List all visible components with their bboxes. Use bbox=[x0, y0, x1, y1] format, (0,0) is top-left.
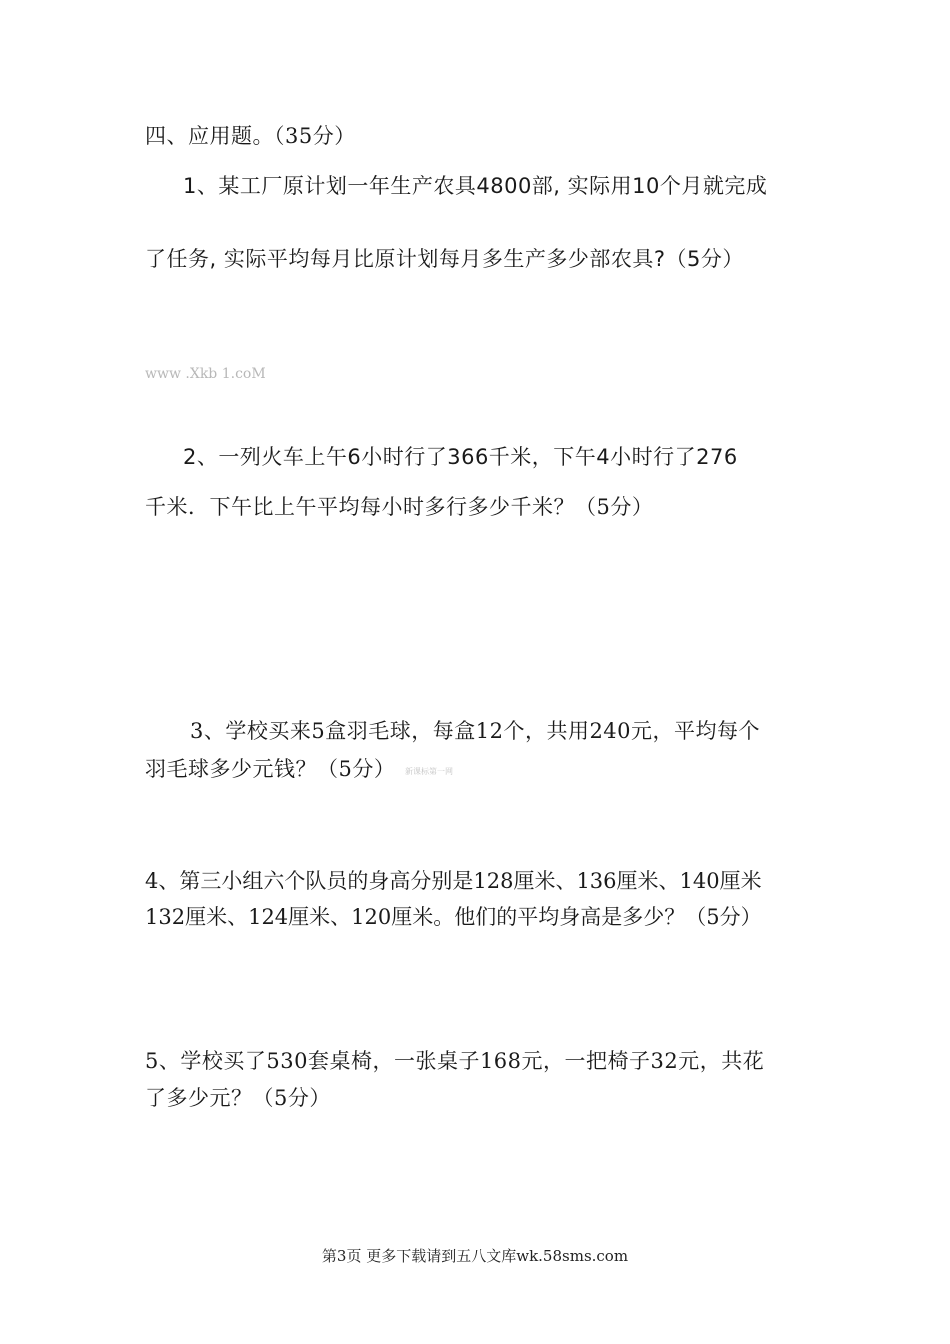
question-3-line-2: 羽毛球多少元钱？（5分） bbox=[145, 757, 396, 781]
question-2-line-2: 千米．下午比上午平均每小时多行多少千米？（5分） bbox=[145, 495, 654, 519]
site-watermark: www .Xkb 1.coM bbox=[145, 366, 266, 382]
question-5-line-2: 了多少元？（5分） bbox=[145, 1086, 331, 1110]
question-3-line-1: 3、学校买来5盒羽毛球，每盒12个，共用240元，平均每个 bbox=[190, 719, 761, 743]
question-4-line-2: 132厘米、124厘米、120厘米。他们的平均身高是多少？（5分） bbox=[145, 905, 762, 929]
section-heading: 四、应用题。（35分） bbox=[145, 124, 356, 148]
small-watermark: 新课标第一网 bbox=[405, 767, 453, 776]
question-4-line-1: 4、第三小组六个队员的身高分别是128厘米、136厘米、140厘米 bbox=[145, 869, 762, 893]
question-1-line-1: 1、某工厂原计划一年生产农具4800部, 实际用10个月就完成 bbox=[183, 174, 768, 198]
question-1-line-2: 了任务, 实际平均每月比原计划每月多生产多少部农具?（5分） bbox=[145, 247, 744, 271]
question-5-line-1: 5、学校买了530套桌椅，一张桌子168元，一把椅子32元，共花 bbox=[145, 1049, 765, 1073]
page-footer: 第3页 更多下载请到五八文库wk.58sms.com bbox=[321, 1247, 629, 1265]
question-2-line-1: 2、一列火车上午6小时行了366千米，下午4小时行了276 bbox=[183, 445, 738, 469]
